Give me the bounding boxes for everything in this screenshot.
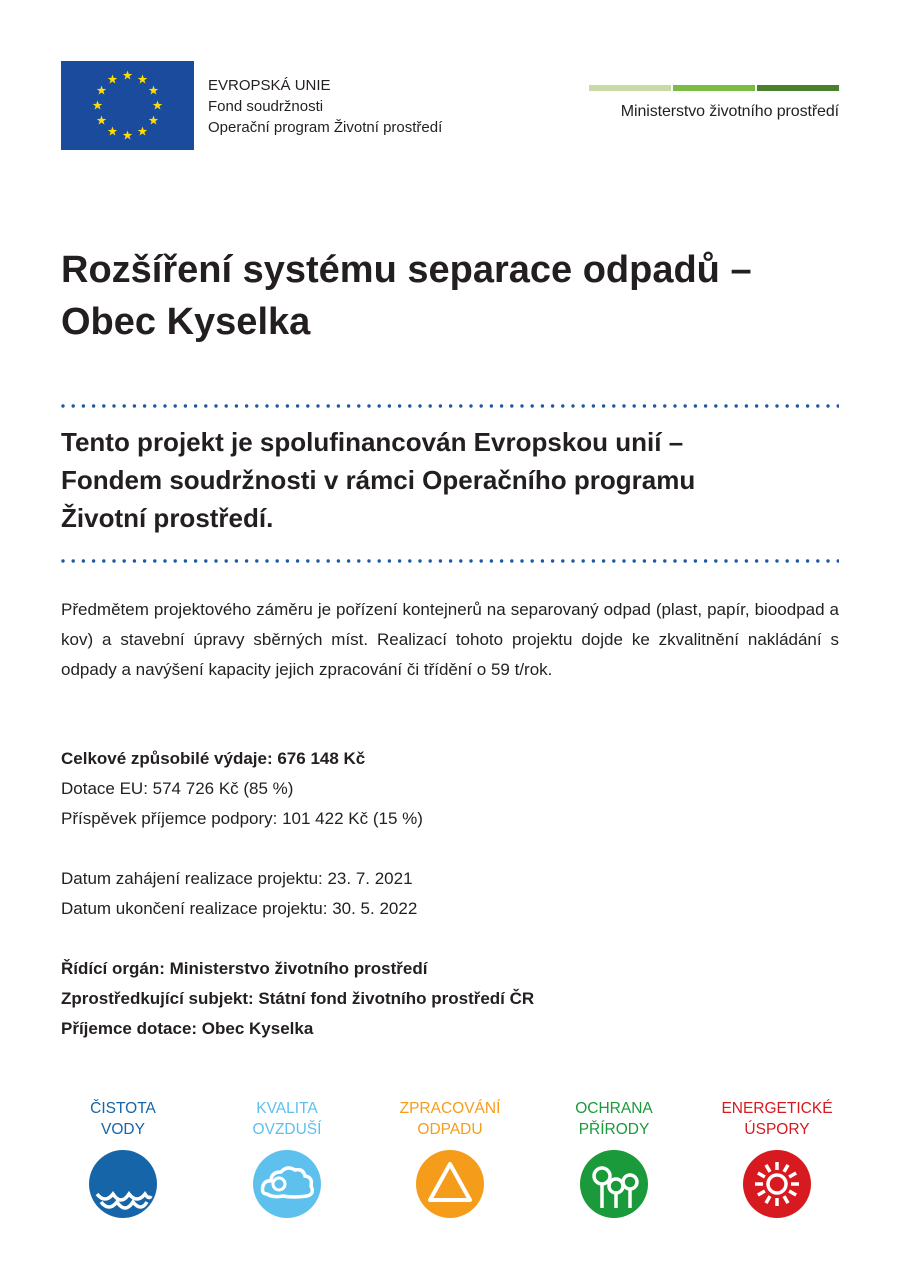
divider-dot (163, 404, 166, 407)
divider-dot (775, 559, 778, 562)
divider-dot (663, 404, 666, 407)
divider-dot (194, 404, 197, 407)
priority-air-label-2: OVZDUŠÍ (252, 1121, 322, 1138)
divider-dot (265, 404, 268, 407)
divider-dot (61, 404, 64, 407)
divider-dot (765, 404, 768, 407)
divider-dot (316, 559, 319, 562)
divider-dot (510, 559, 513, 562)
divider-dot (755, 559, 758, 562)
eu-logo-text (208, 75, 442, 138)
bodies-block (61, 954, 534, 1044)
divider-dot (714, 559, 717, 562)
divider-dot (327, 404, 330, 407)
divider-dot (592, 404, 595, 407)
divider-dot (82, 404, 85, 407)
recipient-contribution: Příspěvek příjemce podpory: 101 422 Kč (15 %) (61, 809, 423, 828)
funding-line-1: Tento projekt je spolufinancován Evropskou unií – (61, 427, 684, 457)
dotted-divider-bottom (61, 559, 839, 563)
eu-text-line-1: EVROPSKÁ UNIE (208, 77, 331, 94)
divider-dot (602, 559, 605, 562)
divider-dot (214, 404, 217, 407)
divider-dot (92, 559, 95, 562)
divider-dot (745, 404, 748, 407)
divider-dot (826, 559, 829, 562)
sun-ray (789, 1191, 796, 1195)
divider-dot (357, 404, 360, 407)
divider-dot (408, 404, 411, 407)
divider-dot (184, 404, 187, 407)
priority-water-label-1: ČISTOTA (90, 1100, 156, 1117)
divider-dot (510, 404, 513, 407)
divider-dot (316, 404, 319, 407)
divider-dot (500, 559, 503, 562)
divider-dot (459, 559, 462, 562)
divider-dot (653, 559, 656, 562)
divider-dot (286, 559, 289, 562)
divider-dot (755, 404, 758, 407)
divider-dot (337, 559, 340, 562)
eu-star (149, 86, 159, 95)
divider-dot (72, 559, 75, 562)
divider-dot (112, 404, 115, 407)
costs-block (61, 744, 423, 834)
ministry-name: Ministerstvo životního prostředí (620, 103, 839, 120)
divider-dot (735, 404, 738, 407)
divider-dot (306, 559, 309, 562)
dates-block (61, 864, 417, 924)
divider-dot (612, 404, 615, 407)
divider-dot (469, 559, 472, 562)
sun-ray (758, 1173, 765, 1177)
divider-dot (286, 404, 289, 407)
page-title (61, 244, 851, 348)
divider-dot (184, 559, 187, 562)
divider-dot (571, 404, 574, 407)
divider-dot (673, 404, 676, 407)
divider-dot (684, 404, 687, 407)
divider-dot (439, 559, 442, 562)
priority-nature-label-2: PŘÍRODY (578, 1121, 650, 1138)
priority-energy (697, 1098, 857, 1218)
divider-dot (704, 404, 707, 407)
priority-energy-label-1: ENERGETICKÉ (721, 1100, 833, 1117)
divider-dot (459, 404, 462, 407)
divider-dot (327, 559, 330, 562)
divider-dot (663, 559, 666, 562)
divider-dot (296, 559, 299, 562)
divider-dot (806, 404, 809, 407)
divider-dot (786, 404, 789, 407)
ministry-bar-mid (673, 85, 755, 91)
eu-star (138, 75, 148, 84)
priority-air-label (207, 1098, 367, 1140)
divider-dot (592, 559, 595, 562)
divider-dot (367, 404, 370, 407)
priority-energy-label (697, 1098, 857, 1140)
eu-star (108, 75, 118, 84)
eu-flag-logo (61, 61, 194, 150)
divider-dot (388, 404, 391, 407)
divider-dot (837, 404, 840, 407)
ministry-bar-light (589, 85, 671, 91)
priority-air (207, 1098, 367, 1218)
divider-dot (265, 559, 268, 562)
divider-dot (561, 559, 564, 562)
divider-dot (194, 559, 197, 562)
divider-dot (837, 559, 840, 562)
divider-dot (643, 559, 646, 562)
divider-dot (745, 559, 748, 562)
divider-dot (225, 404, 228, 407)
divider-dot (480, 404, 483, 407)
divider-dot (520, 404, 523, 407)
divider-dot (531, 404, 534, 407)
divider-dot (408, 559, 411, 562)
divider-dot (520, 559, 523, 562)
divider-dot (633, 404, 636, 407)
divider-dot (816, 559, 819, 562)
sun-ray (766, 1196, 770, 1203)
divider-dot (153, 404, 156, 407)
intermediary-body: Zprostředkující subjekt: Státní fond životního prostředí ČR (61, 989, 535, 1008)
grant-recipient: Příjemce dotace: Obec Kyselka (61, 1019, 314, 1038)
divider-dot (816, 404, 819, 407)
air-icon (253, 1150, 321, 1218)
divider-dot (714, 404, 717, 407)
divider-dot (174, 559, 177, 562)
end-date: Datum ukončení realizace projektu: 30. 5. 2022 (61, 899, 418, 918)
divider-dot (378, 559, 381, 562)
divider-dot (204, 404, 207, 407)
divider-dot (347, 559, 350, 562)
divider-dot (694, 404, 697, 407)
divider-dot (235, 559, 238, 562)
divider-dot (622, 404, 625, 407)
eu-star (138, 126, 148, 135)
divider-dot (449, 559, 452, 562)
priority-waste-label-1: ZPRACOVÁNÍ (399, 1100, 501, 1117)
divider-dot (82, 559, 85, 562)
divider-dot (582, 404, 585, 407)
eu-text-line-2: Fond soudržnosti (208, 98, 324, 115)
sun-ray (789, 1173, 796, 1177)
divider-dot (480, 559, 483, 562)
divider-dot (582, 559, 585, 562)
divider-dot (826, 404, 829, 407)
divider-dot (612, 559, 615, 562)
divider-dot (133, 559, 136, 562)
divider-dot (388, 559, 391, 562)
eu-star (108, 126, 118, 135)
priority-water-label (43, 1098, 203, 1140)
priority-water-label-2: VODY (101, 1121, 145, 1138)
divider-dot (143, 404, 146, 407)
divider-dot (531, 559, 534, 562)
total-costs: Celkové způsobilé výdaje: 676 148 Kč (61, 749, 366, 768)
priority-waste-label (370, 1098, 530, 1140)
divider-dot (806, 559, 809, 562)
divider-dot (643, 404, 646, 407)
divider-dot (204, 559, 207, 562)
eu-text-line-3: Operační program Životní prostředí (208, 119, 443, 136)
divider-dot (255, 404, 258, 407)
priority-waste-label-2: ODPADU (417, 1121, 483, 1138)
title-line-2: Obec Kyselka (61, 301, 311, 343)
project-description: Předmětem projektového záměru je pořízení kontejnerů na separovaný odpad (plast, papír, bioodpad a kov) a stavební úpravy sběrných míst. Realizací tohoto projektu dojde ke zkvalitnění nakládání s odpady a navýšení kapacity jejich zpracování či třídění o 59 t/rok. (61, 600, 839, 679)
divider-dot (61, 559, 64, 562)
divider-dot (398, 559, 401, 562)
divider-dot (337, 404, 340, 407)
divider-dot (500, 404, 503, 407)
ministry-color-bars (589, 85, 839, 91)
divider-dot (378, 404, 381, 407)
divider-dot (123, 559, 126, 562)
funding-line-2: Fondem soudržnosti v rámci Operačního programu (61, 465, 696, 495)
divider-dot (490, 404, 493, 407)
divider-dot (469, 404, 472, 407)
divider-dot (367, 559, 370, 562)
water-icon (89, 1150, 157, 1218)
divider-dot (123, 404, 126, 407)
divider-dot (276, 559, 279, 562)
divider-dot (551, 404, 554, 407)
divider-dot (214, 559, 217, 562)
divider-dot (724, 404, 727, 407)
divider-dot (571, 559, 574, 562)
divider-dot (673, 559, 676, 562)
divider-dot (765, 559, 768, 562)
divider-dot (163, 559, 166, 562)
priority-waste (370, 1098, 530, 1218)
priority-energy-label-2: ÚSPORY (744, 1121, 810, 1138)
divider-dot (347, 404, 350, 407)
divider-dot (541, 559, 544, 562)
divider-dot (724, 559, 727, 562)
divider-dot (622, 559, 625, 562)
priority-water (43, 1098, 203, 1218)
energy-icon (743, 1150, 811, 1218)
priority-nature (534, 1098, 694, 1218)
funding-statement (61, 423, 851, 537)
divider-dot (786, 559, 789, 562)
divider-dot (306, 404, 309, 407)
eu-grant: Dotace EU: 574 726 Kč (85 %) (61, 779, 294, 798)
dotted-divider-top (61, 404, 839, 408)
eu-star (93, 101, 103, 110)
divider-dot (561, 404, 564, 407)
divider-dot (174, 404, 177, 407)
nature-icon (580, 1150, 648, 1218)
ministry-logo (589, 85, 839, 121)
divider-dot (92, 404, 95, 407)
divider-dot (653, 404, 656, 407)
sun-ray (784, 1196, 788, 1203)
divider-dot (684, 559, 687, 562)
eu-star (153, 101, 163, 110)
divider-dot (418, 404, 421, 407)
divider-dot (276, 404, 279, 407)
divider-dot (235, 404, 238, 407)
eu-star (149, 116, 159, 125)
priority-nature-label-1: OCHRANA (575, 1100, 653, 1117)
priority-nature-label (534, 1098, 694, 1140)
divider-dot (112, 559, 115, 562)
divider-dot (735, 559, 738, 562)
divider-dot (490, 559, 493, 562)
divider-dot (775, 404, 778, 407)
sun-ray (784, 1165, 788, 1172)
divider-dot (633, 559, 636, 562)
divider-dot (102, 559, 105, 562)
divider-dot (449, 404, 452, 407)
divider-dot (439, 404, 442, 407)
managing-authority: Řídící orgán: Ministerstvo životního prostředí (61, 959, 428, 978)
priority-air-label-1: KVALITA (256, 1100, 318, 1117)
divider-dot (255, 559, 258, 562)
eu-star (97, 86, 107, 95)
sun-ray (758, 1191, 765, 1195)
divider-dot (429, 404, 432, 407)
eu-star (123, 131, 133, 140)
divider-dot (418, 559, 421, 562)
divider-dot (245, 559, 248, 562)
sun-ray (766, 1165, 770, 1172)
divider-dot (296, 404, 299, 407)
divider-dot (143, 559, 146, 562)
divider-dot (704, 559, 707, 562)
divider-dot (796, 559, 799, 562)
start-date: Datum zahájení realizace projektu: 23. 7. 2021 (61, 869, 413, 888)
eu-star (123, 71, 133, 80)
funding-line-3: Životní prostředí. (61, 503, 274, 533)
divider-dot (398, 404, 401, 407)
divider-dot (602, 404, 605, 407)
divider-dot (133, 404, 136, 407)
divider-dot (72, 404, 75, 407)
divider-dot (541, 404, 544, 407)
eu-star (97, 116, 107, 125)
title-line-1: Rozšíření systému separace odpadů – (61, 249, 752, 291)
divider-dot (225, 559, 228, 562)
divider-dot (551, 559, 554, 562)
divider-dot (429, 559, 432, 562)
divider-dot (796, 404, 799, 407)
divider-dot (357, 559, 360, 562)
divider-dot (153, 559, 156, 562)
waste-icon (416, 1150, 484, 1218)
divider-dot (245, 404, 248, 407)
divider-dot (102, 404, 105, 407)
divider-dot (694, 559, 697, 562)
ministry-bar-dark (757, 85, 839, 91)
